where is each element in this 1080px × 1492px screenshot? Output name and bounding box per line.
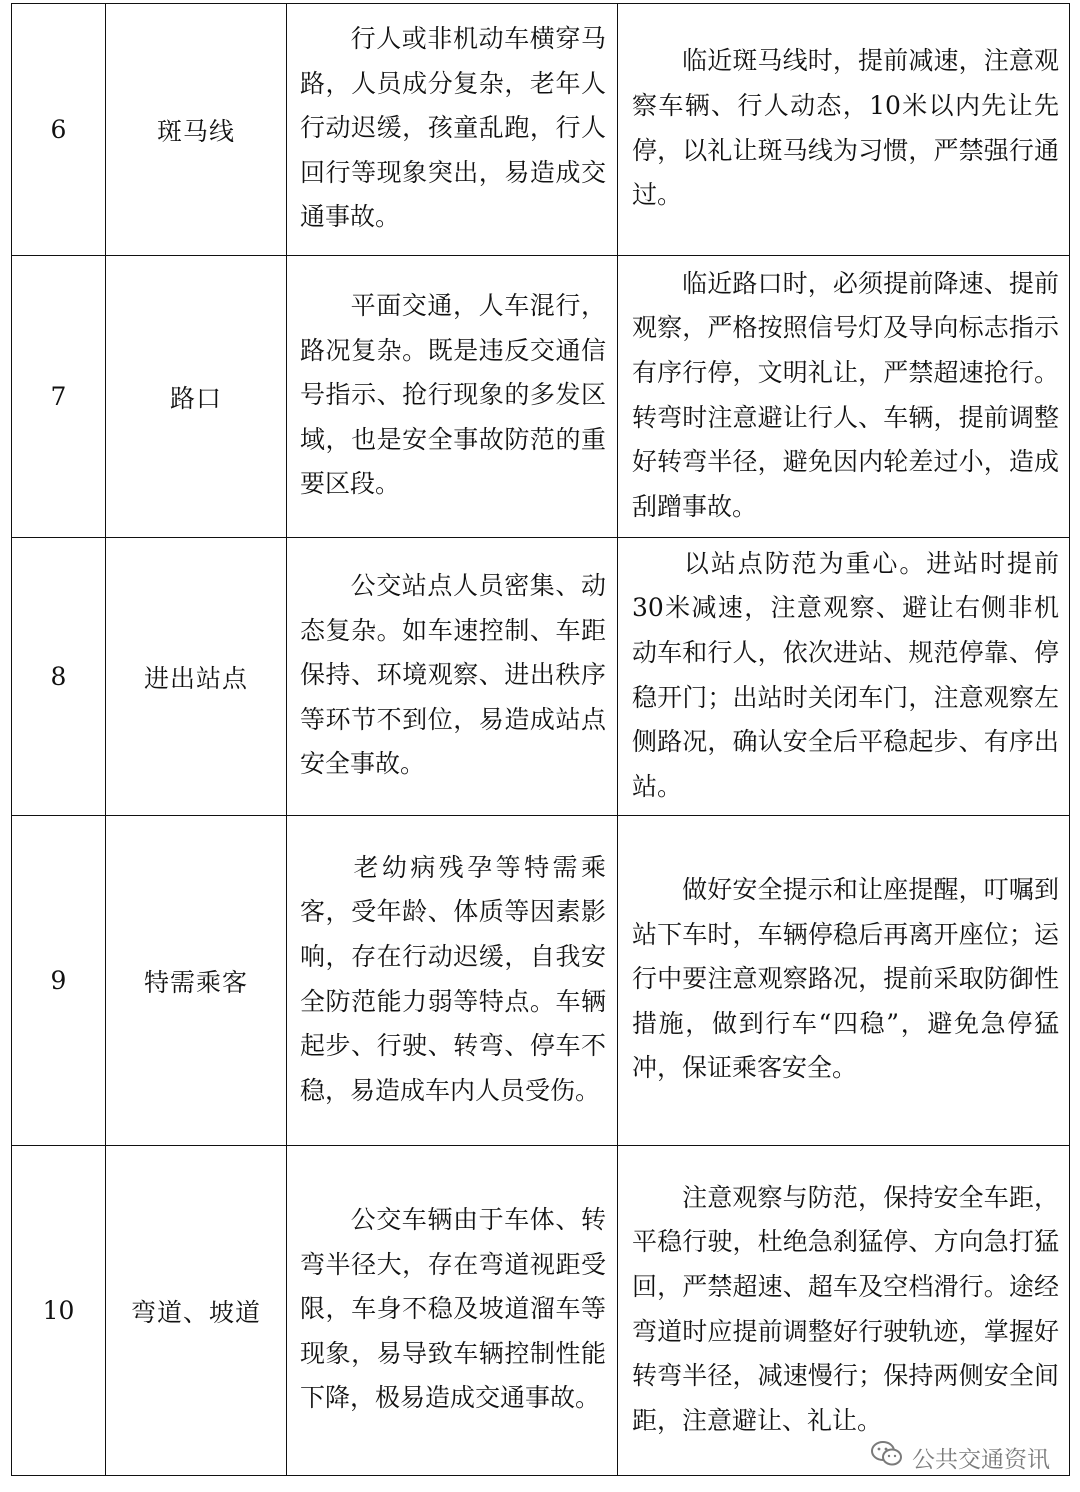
safety-measures: 临近路口时，必须提前降速、提前观察，严格按照信号灯及导向标志指示有序行停，文明礼让，严禁超速抢行。转弯时注意避让行人、车辆，提前调整好转弯半径，避免因内轮差过小，造成刮蹭事故。	[618, 256, 1070, 538]
row-number: 10	[12, 1146, 106, 1476]
location-name: 进出站点	[106, 538, 287, 816]
table-row	[12, 256, 1070, 538]
row-number: 6	[12, 4, 106, 256]
safety-measures: 以站点防范为重心。进站时提前30米减速，注意观察、避让右侧非机动车和行人，依次进站、规范停靠、停稳开门；出站时关闭车门，注意观察左侧路况，确认安全后平稳起步、有序出站。	[618, 538, 1070, 816]
watermark	[870, 1440, 1050, 1474]
location-name: 斑马线	[106, 4, 287, 256]
table-row	[12, 538, 1070, 816]
table-row	[12, 4, 1070, 256]
row-number: 9	[12, 816, 106, 1146]
location-name: 特需乘客	[106, 816, 287, 1146]
watermark-text: 公共交通资讯	[912, 1446, 1050, 1473]
safety-measures: 做好安全提示和让座提醒，叮嘱到站下车时，车辆停稳后再离开座位；运行中要注意观察路况，提前采取防御性措施，做到行车“四稳”，避免急停猛冲，保证乘客安全。	[618, 816, 1070, 1146]
location-name: 弯道、坡道	[106, 1146, 287, 1476]
table-row	[12, 1146, 1070, 1476]
table-row	[12, 816, 1070, 1146]
hazard-description: 平面交通，人车混行，路况复杂。既是违反交通信号指示、抢行现象的多发区域，也是安全事故防范的重要区段。	[287, 256, 618, 538]
hazard-description: 公交站点人员密集、动态复杂。如车速控制、车距保持、环境观察、进出秩序等环节不到位，易造成站点安全事故。	[287, 538, 618, 816]
row-number: 7	[12, 256, 106, 538]
hazard-description: 行人或非机动车横穿马路，人员成分复杂，老年人行动迟缓，孩童乱跑，行人回行等现象突出，易造成交通事故。	[287, 4, 618, 256]
safety-measures: 注意观察与防范，保持安全车距，平稳行驶，杜绝急刹猛停、方向急打猛回，严禁超速、超车及空档滑行。途经弯道时应提前调整好行驶轨迹，掌握好转弯半径，减速慢行；保持两侧安全间距，注意避让、礼让。	[618, 1146, 1070, 1476]
location-name: 路口	[106, 256, 287, 538]
hazard-description: 公交车辆由于车体、转弯半径大，存在弯道视距受限，车身不稳及坡道溜车等现象，易导致车辆控制性能下降，极易造成交通事故。	[287, 1146, 618, 1476]
row-number: 8	[12, 538, 106, 816]
hazard-table	[11, 3, 1070, 1476]
safety-measures: 临近斑马线时，提前减速，注意观察车辆、行人动态，10米以内先让先停，以礼让斑马线为习惯，严禁强行通过。	[618, 4, 1070, 256]
wechat-icon	[870, 1440, 912, 1474]
hazard-description: 老幼病残孕等特需乘客，受年龄、体质等因素影响，存在行动迟缓，自我安全防范能力弱等特点。车辆起步、行驶、转弯、停车不稳，易造成车内人员受伤。	[287, 816, 618, 1146]
